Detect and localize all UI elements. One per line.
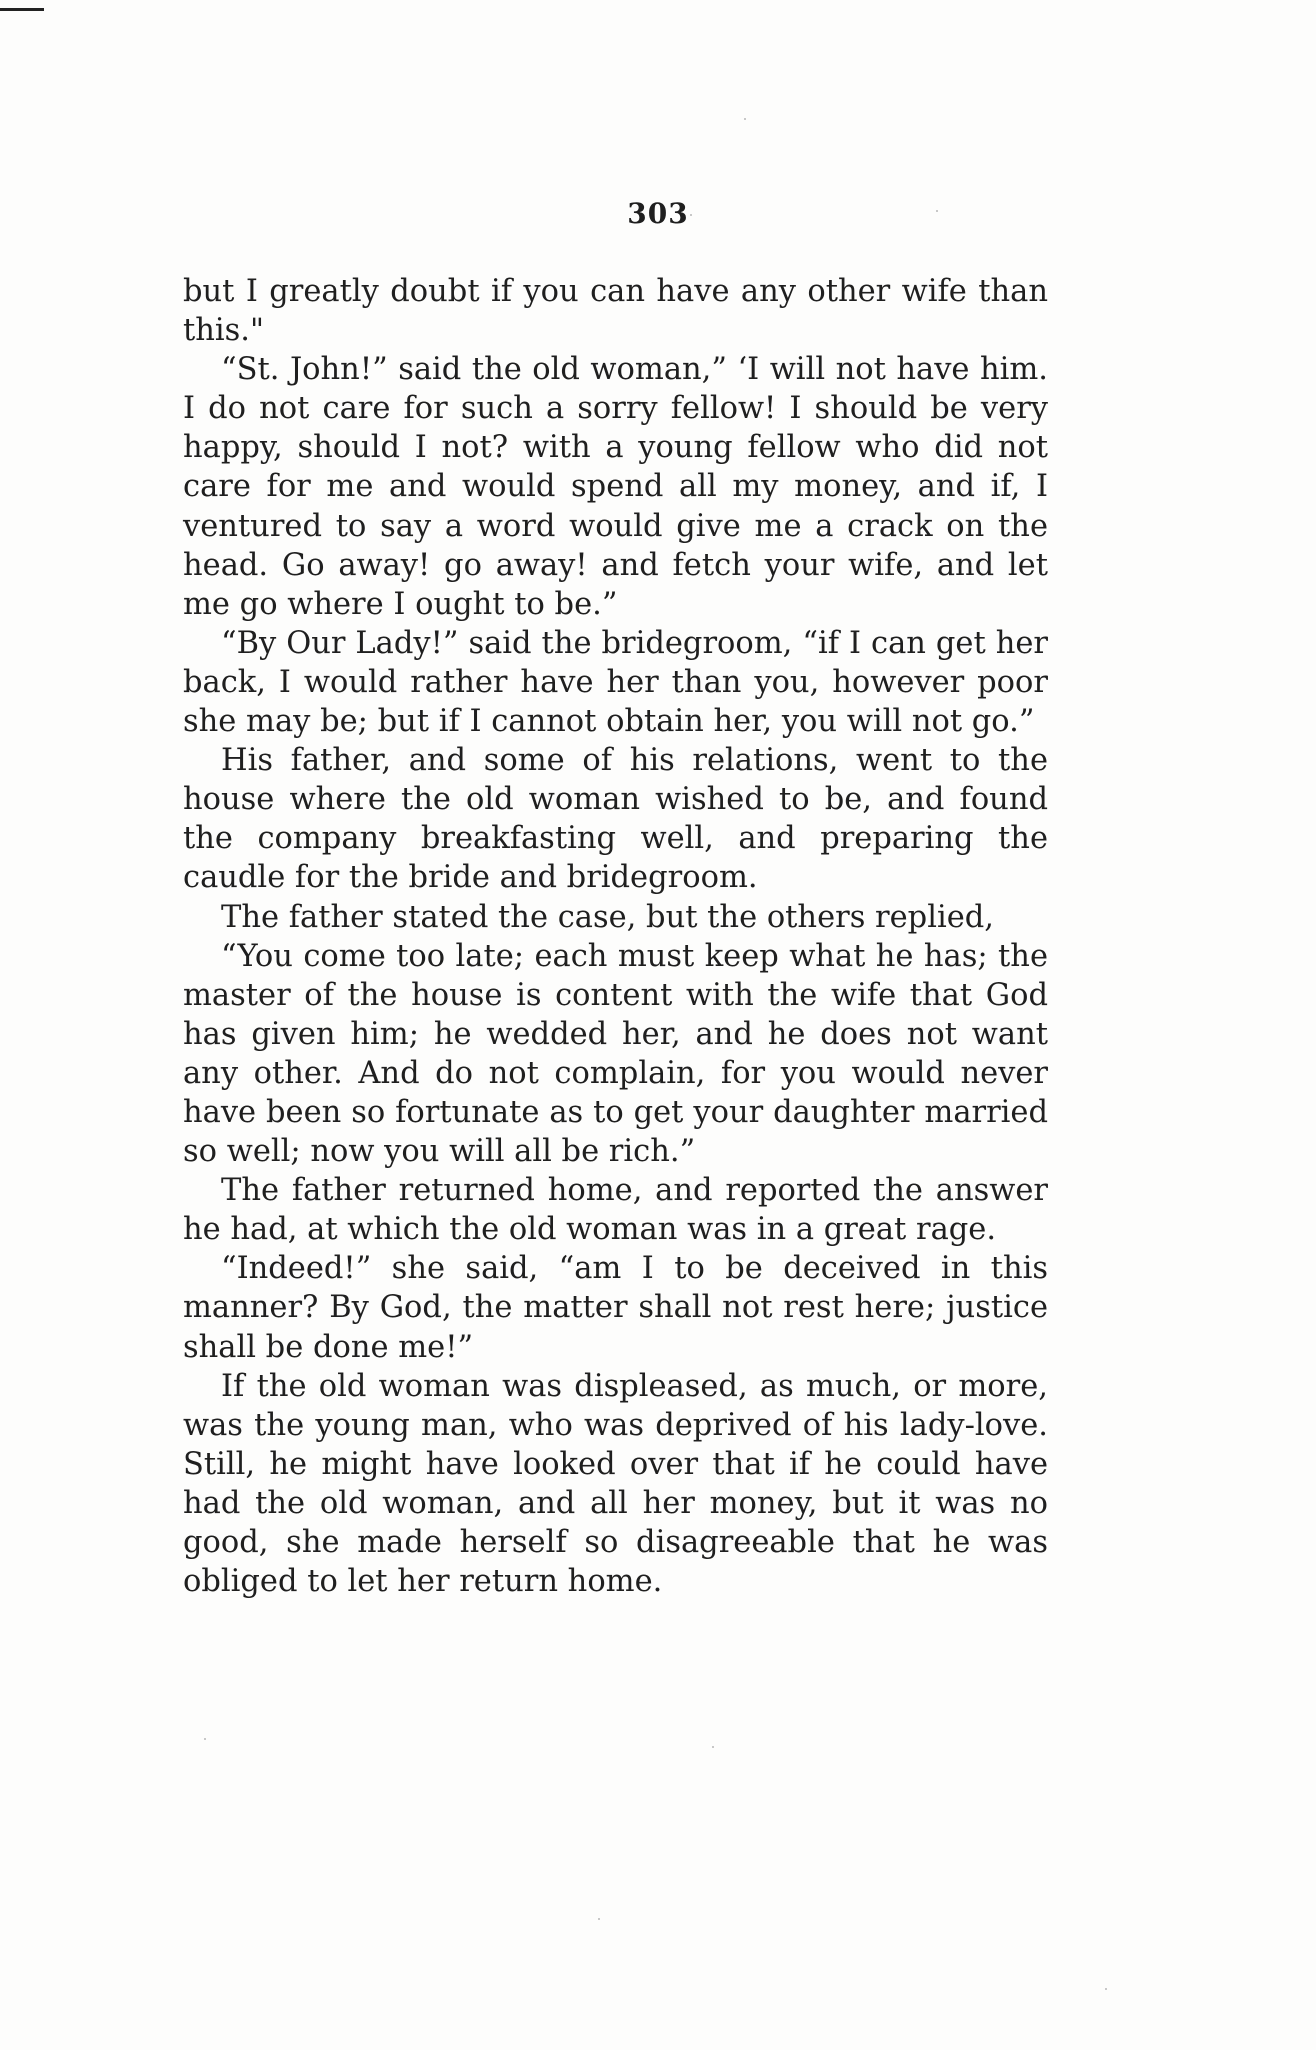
paper-speck <box>690 214 692 216</box>
paper-speck <box>712 1746 714 1748</box>
paper-speck <box>1105 1988 1107 1990</box>
paragraph-2: “St. John!” said the old woman,” ‘I will not have him. I do not care for such a sorry fellow! I should be very happy, should I not? with a young fellow who did not care for me and would spend all my money, and if, I ventured to say a word would give me a crack on the head. Go away! go away! and fetch your wife, and let me go where I ought to be.” <box>183 352 1048 622</box>
paragraph-3: “By Our Lady!” said the bridegroom, “if I can get her back, I would rather have her than you, however poor she may be; but if I cannot obtain her, you will not go.” <box>183 625 1048 740</box>
paragraph-8: “Indeed!” she said, “am I to be deceived in this manner? By God, the matter shall not rest here; justice shall be done me!” <box>183 1251 1048 1365</box>
body-text <box>183 272 1048 1601</box>
paper-speck <box>598 1918 600 1920</box>
paper-speck <box>936 210 938 212</box>
paragraph-6: “You come too late; each must keep what he has; the master of the house is content with the wife that God has given him; he wedded her, and he does not want any other. And do not complain, for you would never have been so fortunate as to get your daughter married so well; now you will all be rich.” <box>183 938 1048 1170</box>
paper-speck <box>204 1738 206 1740</box>
scan-edge-mark <box>0 8 44 11</box>
paper-speck <box>744 118 746 120</box>
paragraph-7: The father returned home, and reported the answer he had, at which the old woman was in a great rage. <box>183 1173 1048 1248</box>
paragraph-4: His father, and some of his relations, went to the house where the old woman wished to be, and found the company breakfasting well, and preparing the caudle for the bride and bridegroom. <box>183 743 1048 896</box>
paragraph-1: but I greatly doubt if you can have any other wife than this." <box>183 274 1048 349</box>
paragraph-9: If the old woman was displeased, as much, or more, was the young man, who was deprived of his lady-love. Still, he might have looked over that if he could have had the old woman, and all her money, but it was no good, she made herself so disagreeable that he was obliged to let her return home. <box>183 1368 1048 1600</box>
page-number: 303 <box>627 197 689 230</box>
paragraph-5: The father stated the case, but the others replied, <box>221 899 994 935</box>
